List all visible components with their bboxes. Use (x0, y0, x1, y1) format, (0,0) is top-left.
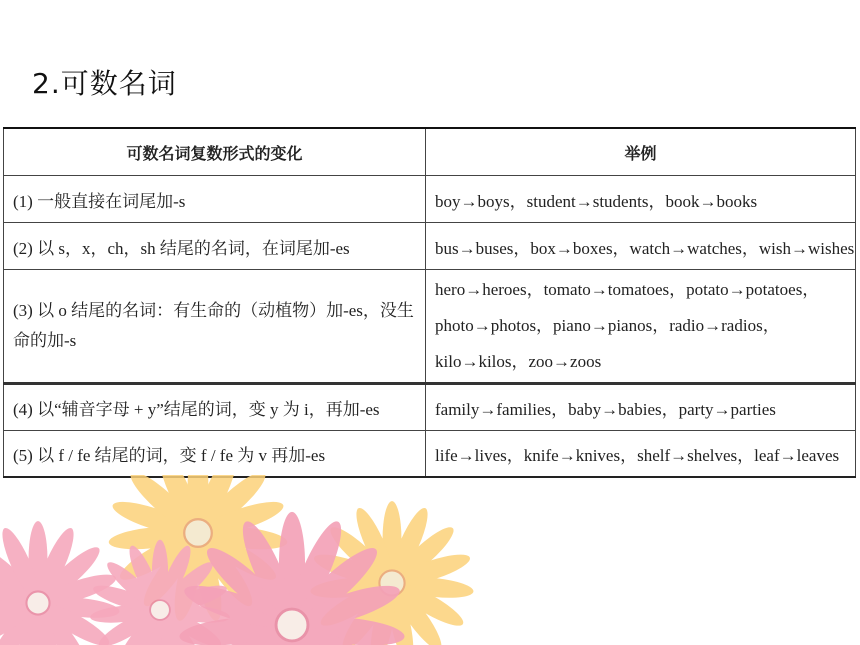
examples-cell (426, 431, 856, 478)
table-row (4, 176, 856, 223)
table-header-row (4, 128, 856, 176)
examples-cell (426, 176, 856, 223)
rule-cell: (1) 一般直接在词尾加-s (4, 176, 426, 223)
rule-cell: (3) 以 o 结尾的名词：有生命的（动植物）加-es，没生命的加-s (4, 270, 426, 384)
example-line: life→lives，knife→knives，shelf→shelves，leaf→leaves (435, 446, 840, 465)
examples-cell (426, 270, 856, 384)
examples-cell (426, 384, 856, 431)
examples-cell (426, 223, 856, 270)
pink-flower (0, 521, 120, 645)
table-row (4, 223, 856, 270)
slide-title: 2.可数名词 (32, 67, 177, 100)
table-row (4, 384, 856, 431)
table-row (4, 270, 856, 384)
example-line: photo→photos，piano→pianos，radio→radios， (435, 316, 780, 335)
example-line: boy→boys，student→students，book→books (435, 191, 758, 211)
rule-cell: (2) 以 s，x，ch，sh 结尾的名词，在词尾加-es (4, 223, 426, 270)
example-line: bus→buses，box→boxes，watch→watches，wish→wishes (435, 238, 855, 258)
header-examples: 举例 (426, 128, 856, 176)
header-rule: 可数名词复数形式的变化 (4, 128, 426, 176)
example-line: hero→heroes，tomato→tomatoes，potato→potatoes， (435, 280, 820, 299)
example-line: kilo→kilos，zoo→zoos (435, 352, 602, 371)
rule-cell: (4) 以“辅音字母 + y”结尾的词，变 y 为 i，再加-es (4, 384, 426, 431)
plural-rules-table (3, 127, 856, 478)
example-line: family→families，baby→babies，party→parties (435, 400, 776, 419)
flower-decoration (0, 475, 860, 645)
table-row (4, 431, 856, 478)
rule-cell: (5) 以 f / fe 结尾的词，变 f / fe 为 v 再加-es (4, 431, 426, 478)
